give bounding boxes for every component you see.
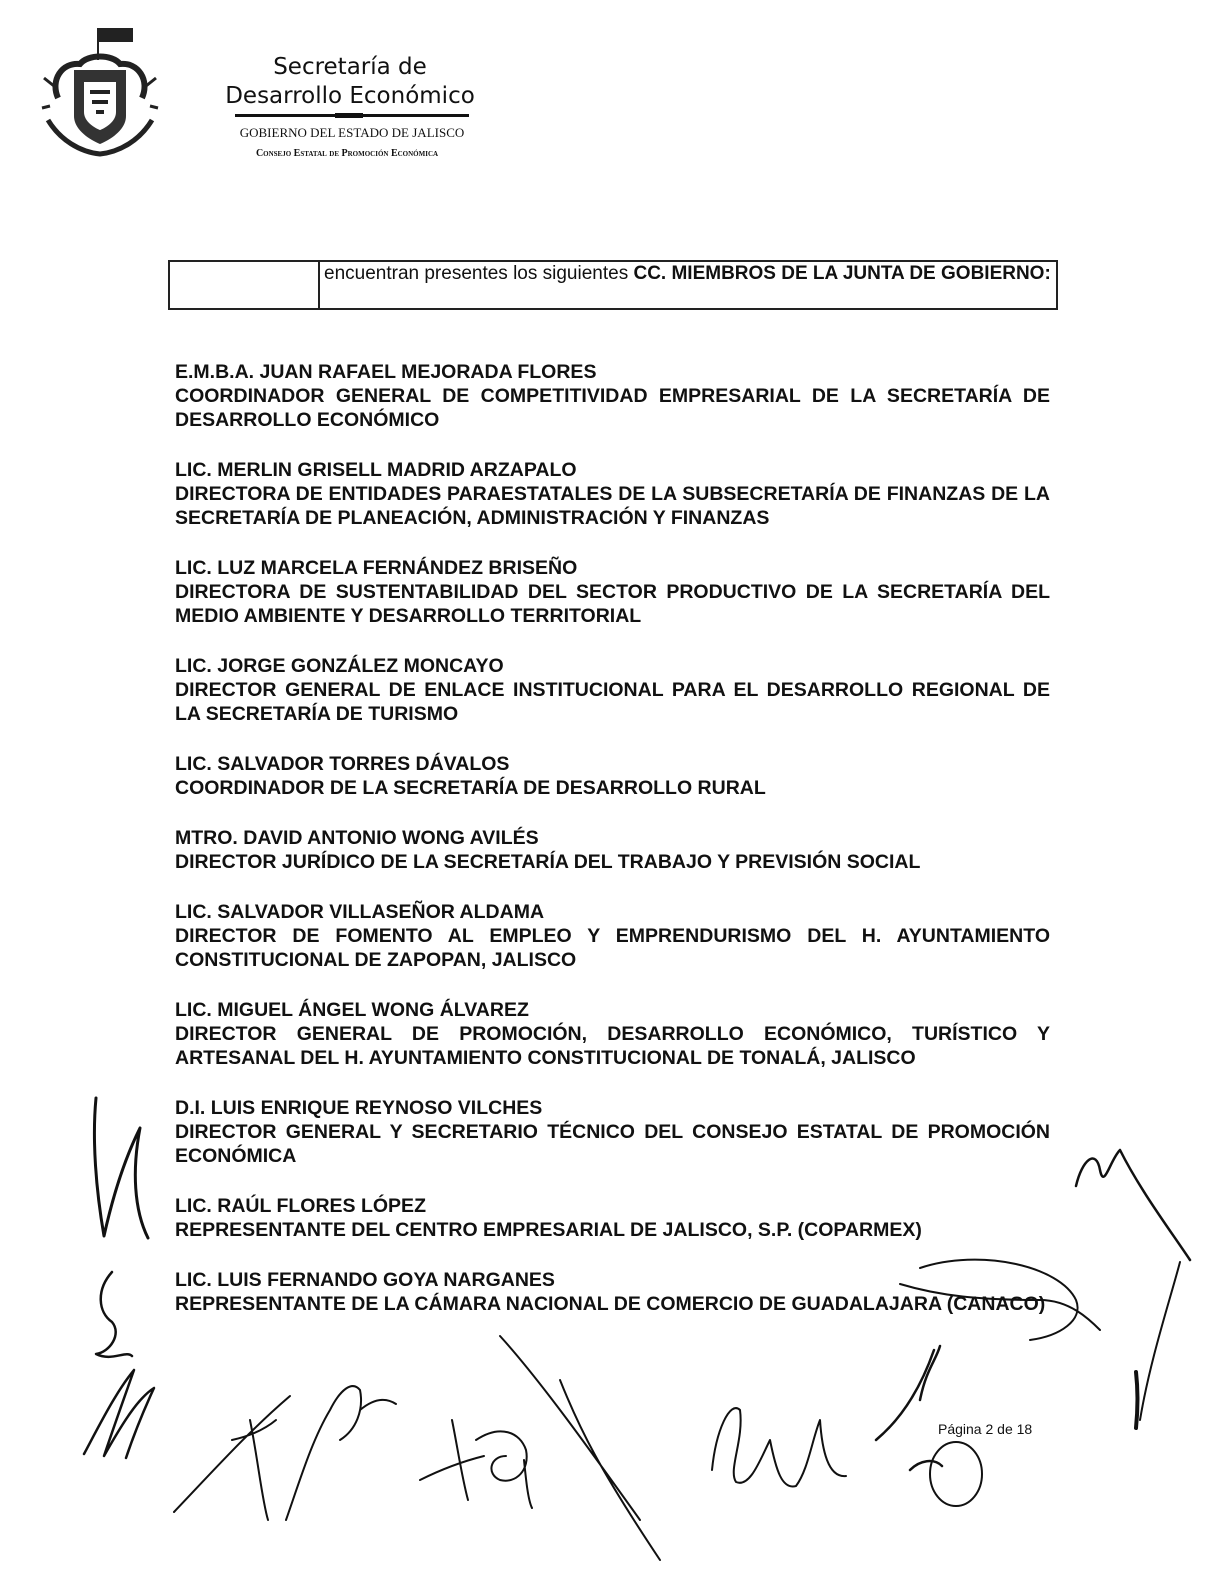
- header-rule: [235, 114, 469, 117]
- letterhead: [40, 20, 520, 170]
- member-name: LIC. RAÚL FLORES LÓPEZ: [175, 1195, 426, 1217]
- member-name: LIC. MERLIN GRISELL MADRID ARZAPALO: [175, 459, 577, 481]
- intro-text-bold: CC. MIEMBROS DE LA JUNTA DE GOBIERNO:: [633, 263, 1051, 284]
- member-name: LIC. MIGUEL ÁNGEL WONG ÁLVAREZ: [175, 999, 529, 1021]
- member-entry: [175, 1096, 1050, 1168]
- member-name: LIC. SALVADOR TORRES DÁVALOS: [175, 753, 510, 775]
- member-entry: [175, 826, 1050, 874]
- council-label: Consejo Estatal de Promoción Económica: [255, 148, 439, 159]
- member-role: REPRESENTANTE DEL CENTRO EMPRESARIAL DE JALISCO, S.P. (COPARMEX): [175, 1219, 922, 1241]
- member-entry: [175, 360, 1050, 432]
- member-entry: [175, 654, 1050, 726]
- intro-text: [319, 261, 1057, 309]
- signature-mark: [94, 1098, 148, 1238]
- member-entry: [175, 998, 1050, 1070]
- signature-mark: [420, 1420, 532, 1508]
- member-role: DIRECTOR GENERAL DE PROMOCIÓN, DESARROLLO ECONÓMICO, TURÍSTICO Y ARTESANAL DEL H. AYUNTAMIENTO CONSTITUCIONAL DE TONALÁ, JALISCO: [175, 1023, 1050, 1069]
- member-name: E.M.B.A. JUAN RAFAEL MEJORADA FLORES: [175, 361, 597, 383]
- member-name: LIC. JORGE GONZÁLEZ MONCAYO: [175, 655, 504, 677]
- member-entry: [175, 458, 1050, 530]
- member-role: COORDINADOR GENERAL DE COMPETITIVIDAD EMPRESARIAL DE LA SECRETARÍA DE DESARROLLO ECONÓMICO: [175, 385, 1050, 431]
- government-label: GOBIERNO DEL ESTADO DE JALISCO: [239, 125, 465, 140]
- member-entry: [175, 1268, 1050, 1316]
- signature-mark: [174, 1396, 290, 1520]
- organization-name-line2: Desarrollo Económico: [225, 83, 475, 109]
- intro-table-empty-cell: [169, 261, 319, 309]
- member-role: DIRECTOR GENERAL Y SECRETARIO TÉCNICO DEL CONSEJO ESTATAL DE PROMOCIÓN ECONÓMICA: [175, 1121, 1050, 1167]
- member-role: DIRECTOR DE FOMENTO AL EMPLEO Y EMPRENDURISMO DEL H. AYUNTAMIENTO CONSTITUCIONAL DE ZAPOPAN, JALISCO: [175, 925, 1050, 971]
- member-entry: [175, 556, 1050, 628]
- signature-mark: [1136, 1372, 1138, 1428]
- member-role: DIRECTORA DE SUSTENTABILIDAD DEL SECTOR PRODUCTIVO DE LA SECRETARÍA DEL MEDIO AMBIENTE Y DESARROLLO TERRITORIAL: [175, 581, 1050, 627]
- organization-name: [200, 53, 500, 111]
- intro-table: [168, 260, 1058, 310]
- member-role: REPRESENTANTE DE LA CÁMARA NACIONAL DE COMERCIO DE GUADALAJARA (CANACO): [175, 1293, 1046, 1315]
- member-name: LIC. LUZ MARCELA FERNÁNDEZ BRISEÑO: [175, 557, 578, 579]
- member-name: MTRO. DAVID ANTONIO WONG AVILÉS: [175, 827, 539, 849]
- member-role: DIRECTORA DE ENTIDADES PARAESTATALES DE LA SUBSECRETARÍA DE FINANZAS DE LA SECRETARÍA DE PLANEACIÓN, ADMINISTRACIÓN Y FINANZAS: [175, 483, 1050, 529]
- organization-name-line1: Secretaría de: [273, 54, 427, 80]
- signature-mark: [712, 1408, 846, 1486]
- member-name: D.I. LUIS ENRIQUE REYNOSO VILCHES: [175, 1097, 543, 1119]
- member-role: DIRECTOR GENERAL DE ENLACE INSTITUCIONAL PARA EL DESARROLLO REGIONAL DE LA SECRETARÍA DE TURISMO: [175, 679, 1050, 725]
- member-role: COORDINADOR DE LA SECRETARÍA DE DESARROLLO RURAL: [175, 777, 766, 799]
- intro-text-plain: encuentran presentes los siguientes: [324, 263, 634, 284]
- signature-mark: [1076, 1150, 1190, 1260]
- page-number: Página 2 de 18: [938, 1421, 1033, 1437]
- signature-mark: [84, 1370, 154, 1458]
- signature-mark: [1140, 1262, 1180, 1420]
- member-role: DIRECTOR JURÍDICO DE LA SECRETARÍA DEL TRABAJO Y PREVISIÓN SOCIAL: [175, 851, 921, 873]
- signature-mark: [930, 1442, 982, 1506]
- signature-mark: [96, 1272, 132, 1357]
- signature-mark: [286, 1386, 396, 1520]
- signature-mark: [500, 1336, 660, 1560]
- jalisco-coat-of-arms-icon: [40, 20, 160, 160]
- member-list: [175, 360, 1050, 1342]
- member-entry: [175, 1194, 1050, 1242]
- member-name: LIC. SALVADOR VILLASEÑOR ALDAMA: [175, 901, 545, 923]
- member-name: LIC. LUIS FERNANDO GOYA NARGANES: [175, 1269, 555, 1291]
- member-entry: [175, 900, 1050, 972]
- member-entry: [175, 752, 1050, 800]
- signature-mark: [876, 1346, 942, 1470]
